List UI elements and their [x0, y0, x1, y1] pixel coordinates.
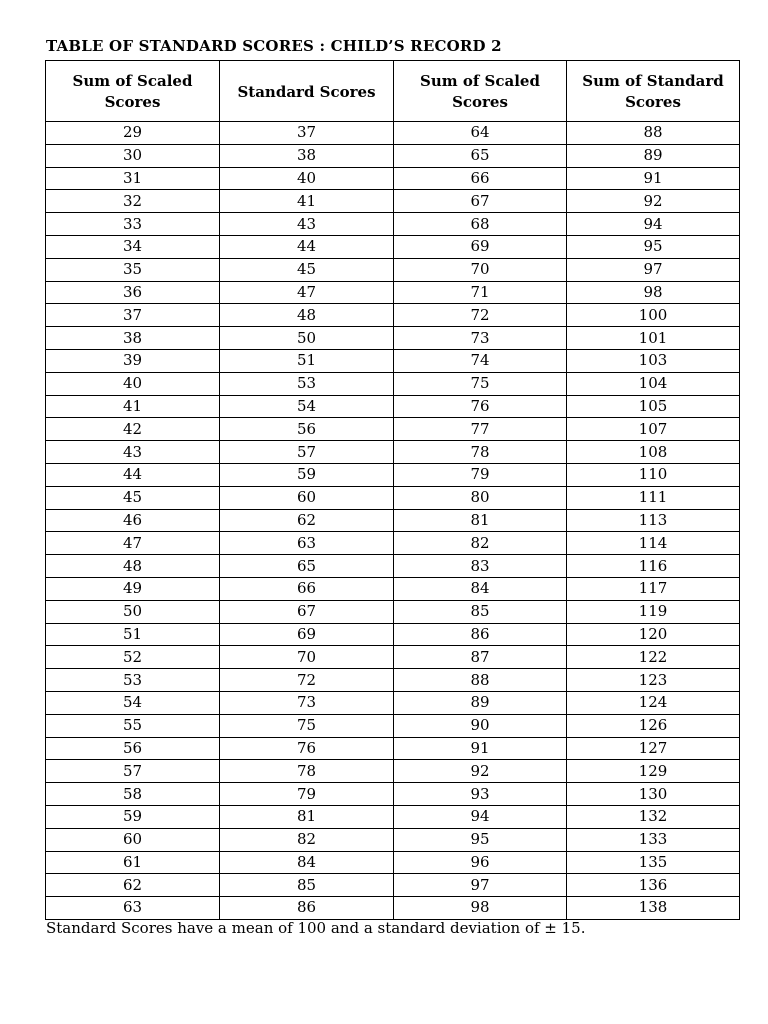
standard-score-cell: 76: [220, 737, 394, 760]
sum-of-scaled-scores-cell: 73: [394, 327, 567, 350]
table-row: [46, 372, 740, 395]
table-row: [46, 304, 740, 327]
sum-of-standard-scores-cell: 117: [567, 577, 740, 600]
sum-of-scaled-scores-cell: 34: [46, 235, 220, 258]
standard-score-cell: 84: [220, 851, 394, 874]
sum-of-scaled-scores-cell: 97: [394, 874, 567, 897]
sum-of-standard-scores-cell: 94: [567, 213, 740, 236]
sum-of-scaled-scores-cell: 79: [394, 463, 567, 486]
sum-of-scaled-scores-cell: 42: [46, 418, 220, 441]
sum-of-scaled-scores-cell: 52: [46, 646, 220, 669]
table-row: [46, 783, 740, 806]
sum-of-scaled-scores-cell: 44: [46, 463, 220, 486]
table-row: [46, 805, 740, 828]
sum-of-standard-scores-cell: 122: [567, 646, 740, 669]
sum-of-scaled-scores-cell: 87: [394, 646, 567, 669]
sum-of-scaled-scores-cell: 89: [394, 691, 567, 714]
table-row: [46, 486, 740, 509]
sum-of-scaled-scores-cell: 63: [46, 897, 220, 920]
sum-of-scaled-scores-cell: 82: [394, 532, 567, 555]
sum-of-standard-scores-cell: 124: [567, 691, 740, 714]
sum-of-scaled-scores-cell: 58: [46, 783, 220, 806]
table-header: [46, 61, 740, 122]
sum-of-standard-scores-cell: 97: [567, 258, 740, 281]
table-row: [46, 577, 740, 600]
standard-score-cell: 56: [220, 418, 394, 441]
sum-of-scaled-scores-cell: 36: [46, 281, 220, 304]
standard-score-cell: 51: [220, 349, 394, 372]
table-row: [46, 897, 740, 920]
standard-score-cell: 79: [220, 783, 394, 806]
table-row: [46, 167, 740, 190]
sum-of-scaled-scores-cell: 60: [46, 828, 220, 851]
sum-of-scaled-scores-cell: 47: [46, 532, 220, 555]
table-row: [46, 600, 740, 623]
standard-score-cell: 53: [220, 372, 394, 395]
table-row: [46, 281, 740, 304]
table-row: [46, 532, 740, 555]
sum-of-scaled-scores-cell: 51: [46, 623, 220, 646]
sum-of-scaled-scores-cell: 30: [46, 144, 220, 167]
standard-scores-table: [45, 60, 740, 920]
sum-of-standard-scores-cell: 111: [567, 486, 740, 509]
sum-of-standard-scores-cell: 138: [567, 897, 740, 920]
sum-of-scaled-scores-cell: 71: [394, 281, 567, 304]
table-row: [46, 122, 740, 145]
standard-score-cell: 72: [220, 669, 394, 692]
sum-of-scaled-scores-cell: 43: [46, 441, 220, 464]
sum-of-scaled-scores-cell: 33: [46, 213, 220, 236]
footnote: Standard Scores have a mean of 100 and a standard deviation of ± 15.: [46, 919, 586, 937]
sum-of-scaled-scores-cell: 32: [46, 190, 220, 213]
table-row: [46, 395, 740, 418]
sum-of-scaled-scores-cell: 86: [394, 623, 567, 646]
sum-of-scaled-scores-cell: 70: [394, 258, 567, 281]
sum-of-scaled-scores-cell: 35: [46, 258, 220, 281]
sum-of-standard-scores-cell: 92: [567, 190, 740, 213]
table-row: [46, 213, 740, 236]
sum-of-standard-scores-cell: 108: [567, 441, 740, 464]
column-header-standard-scores: Standard Scores: [220, 61, 394, 122]
sum-of-standard-scores-cell: 123: [567, 669, 740, 692]
sum-of-scaled-scores-cell: 94: [394, 805, 567, 828]
sum-of-standard-scores-cell: 114: [567, 532, 740, 555]
table-row: [46, 555, 740, 578]
sum-of-standard-scores-cell: 91: [567, 167, 740, 190]
sum-of-scaled-scores-cell: 53: [46, 669, 220, 692]
standard-score-cell: 45: [220, 258, 394, 281]
standard-score-cell: 78: [220, 760, 394, 783]
standard-score-cell: 69: [220, 623, 394, 646]
sum-of-scaled-scores-cell: 29: [46, 122, 220, 145]
table-row: [46, 760, 740, 783]
sum-of-scaled-scores-cell: 98: [394, 897, 567, 920]
sum-of-scaled-scores-cell: 66: [394, 167, 567, 190]
sum-of-scaled-scores-cell: 74: [394, 349, 567, 372]
sum-of-standard-scores-cell: 127: [567, 737, 740, 760]
sum-of-scaled-scores-cell: 50: [46, 600, 220, 623]
standard-score-cell: 44: [220, 235, 394, 258]
sum-of-standard-scores-cell: 100: [567, 304, 740, 327]
standard-score-cell: 60: [220, 486, 394, 509]
standard-score-cell: 37: [220, 122, 394, 145]
sum-of-scaled-scores-cell: 65: [394, 144, 567, 167]
standard-score-cell: 82: [220, 828, 394, 851]
standard-score-cell: 67: [220, 600, 394, 623]
standard-score-cell: 66: [220, 577, 394, 600]
sum-of-standard-scores-cell: 135: [567, 851, 740, 874]
sum-of-standard-scores-cell: 136: [567, 874, 740, 897]
sum-of-standard-scores-cell: 98: [567, 281, 740, 304]
document-title: TABLE OF STANDARD SCORES : CHILD’S RECORD 2: [46, 37, 502, 55]
standard-score-cell: 50: [220, 327, 394, 350]
table-row: [46, 509, 740, 532]
standard-score-cell: 81: [220, 805, 394, 828]
sum-of-scaled-scores-cell: 61: [46, 851, 220, 874]
sum-of-scaled-scores-cell: 56: [46, 737, 220, 760]
table-row: [46, 235, 740, 258]
sum-of-scaled-scores-cell: 78: [394, 441, 567, 464]
table-row: [46, 874, 740, 897]
table-row: [46, 349, 740, 372]
standard-score-cell: 70: [220, 646, 394, 669]
sum-of-scaled-scores-cell: 59: [46, 805, 220, 828]
sum-of-scaled-scores-cell: 72: [394, 304, 567, 327]
sum-of-scaled-scores-cell: 48: [46, 555, 220, 578]
table-row: [46, 463, 740, 486]
sum-of-scaled-scores-cell: 76: [394, 395, 567, 418]
sum-of-scaled-scores-cell: 49: [46, 577, 220, 600]
standard-score-cell: 65: [220, 555, 394, 578]
sum-of-scaled-scores-cell: 69: [394, 235, 567, 258]
sum-of-scaled-scores-cell: 81: [394, 509, 567, 532]
standard-score-cell: 75: [220, 714, 394, 737]
sum-of-scaled-scores-cell: 85: [394, 600, 567, 623]
sum-of-standard-scores-cell: 107: [567, 418, 740, 441]
sum-of-scaled-scores-cell: 67: [394, 190, 567, 213]
table-row: [46, 646, 740, 669]
table-row: [46, 190, 740, 213]
table-row: [46, 623, 740, 646]
sum-of-scaled-scores-cell: 90: [394, 714, 567, 737]
table-row: [46, 144, 740, 167]
sum-of-scaled-scores-cell: 83: [394, 555, 567, 578]
standard-score-cell: 48: [220, 304, 394, 327]
sum-of-scaled-scores-cell: 38: [46, 327, 220, 350]
sum-of-standard-scores-cell: 103: [567, 349, 740, 372]
sum-of-scaled-scores-cell: 31: [46, 167, 220, 190]
sum-of-standard-scores-cell: 119: [567, 600, 740, 623]
sum-of-scaled-scores-cell: 96: [394, 851, 567, 874]
sum-of-scaled-scores-cell: 84: [394, 577, 567, 600]
standard-score-cell: 62: [220, 509, 394, 532]
sum-of-scaled-scores-cell: 41: [46, 395, 220, 418]
sum-of-standard-scores-cell: 120: [567, 623, 740, 646]
standard-score-cell: 41: [220, 190, 394, 213]
sum-of-standard-scores-cell: 113: [567, 509, 740, 532]
table-row: [46, 714, 740, 737]
column-header-sum-of-scaled-scores-1: Sum of Scaled Scores: [46, 61, 220, 122]
standard-score-cell: 38: [220, 144, 394, 167]
sum-of-scaled-scores-cell: 80: [394, 486, 567, 509]
table-row: [46, 669, 740, 692]
sum-of-standard-scores-cell: 95: [567, 235, 740, 258]
sum-of-scaled-scores-cell: 45: [46, 486, 220, 509]
sum-of-scaled-scores-cell: 64: [394, 122, 567, 145]
sum-of-standard-scores-cell: 132: [567, 805, 740, 828]
standard-score-cell: 59: [220, 463, 394, 486]
table-row: [46, 441, 740, 464]
sum-of-standard-scores-cell: 88: [567, 122, 740, 145]
sum-of-standard-scores-cell: 110: [567, 463, 740, 486]
standard-score-cell: 47: [220, 281, 394, 304]
standard-score-cell: 57: [220, 441, 394, 464]
sum-of-scaled-scores-cell: 57: [46, 760, 220, 783]
sum-of-standard-scores-cell: 89: [567, 144, 740, 167]
sum-of-scaled-scores-cell: 55: [46, 714, 220, 737]
standard-score-cell: 40: [220, 167, 394, 190]
sum-of-scaled-scores-cell: 40: [46, 372, 220, 395]
sum-of-standard-scores-cell: 101: [567, 327, 740, 350]
sum-of-scaled-scores-cell: 77: [394, 418, 567, 441]
sum-of-standard-scores-cell: 129: [567, 760, 740, 783]
sum-of-scaled-scores-cell: 75: [394, 372, 567, 395]
sum-of-scaled-scores-cell: 91: [394, 737, 567, 760]
table-row: [46, 418, 740, 441]
column-header-sum-of-scaled-scores-2: Sum of Scaled Scores: [394, 61, 567, 122]
sum-of-standard-scores-cell: 126: [567, 714, 740, 737]
table-row: [46, 851, 740, 874]
sum-of-standard-scores-cell: 104: [567, 372, 740, 395]
sum-of-standard-scores-cell: 116: [567, 555, 740, 578]
sum-of-scaled-scores-cell: 95: [394, 828, 567, 851]
standard-score-cell: 63: [220, 532, 394, 555]
table-row: [46, 828, 740, 851]
header-row: [46, 61, 740, 122]
sum-of-scaled-scores-cell: 54: [46, 691, 220, 714]
standard-score-cell: 86: [220, 897, 394, 920]
table-row: [46, 258, 740, 281]
sum-of-scaled-scores-cell: 62: [46, 874, 220, 897]
sum-of-standard-scores-cell: 105: [567, 395, 740, 418]
sum-of-scaled-scores-cell: 39: [46, 349, 220, 372]
standard-score-cell: 54: [220, 395, 394, 418]
sum-of-scaled-scores-cell: 92: [394, 760, 567, 783]
table-row: [46, 737, 740, 760]
sum-of-scaled-scores-cell: 88: [394, 669, 567, 692]
sum-of-scaled-scores-cell: 68: [394, 213, 567, 236]
standard-score-cell: 85: [220, 874, 394, 897]
sum-of-scaled-scores-cell: 37: [46, 304, 220, 327]
table-row: [46, 327, 740, 350]
sum-of-scaled-scores-cell: 93: [394, 783, 567, 806]
column-header-sum-of-standard-scores: Sum of Standard Scores: [567, 61, 740, 122]
sum-of-scaled-scores-cell: 46: [46, 509, 220, 532]
sum-of-standard-scores-cell: 133: [567, 828, 740, 851]
standard-score-cell: 73: [220, 691, 394, 714]
table-body: [46, 122, 740, 920]
sum-of-standard-scores-cell: 130: [567, 783, 740, 806]
standard-score-cell: 43: [220, 213, 394, 236]
table-row: [46, 691, 740, 714]
